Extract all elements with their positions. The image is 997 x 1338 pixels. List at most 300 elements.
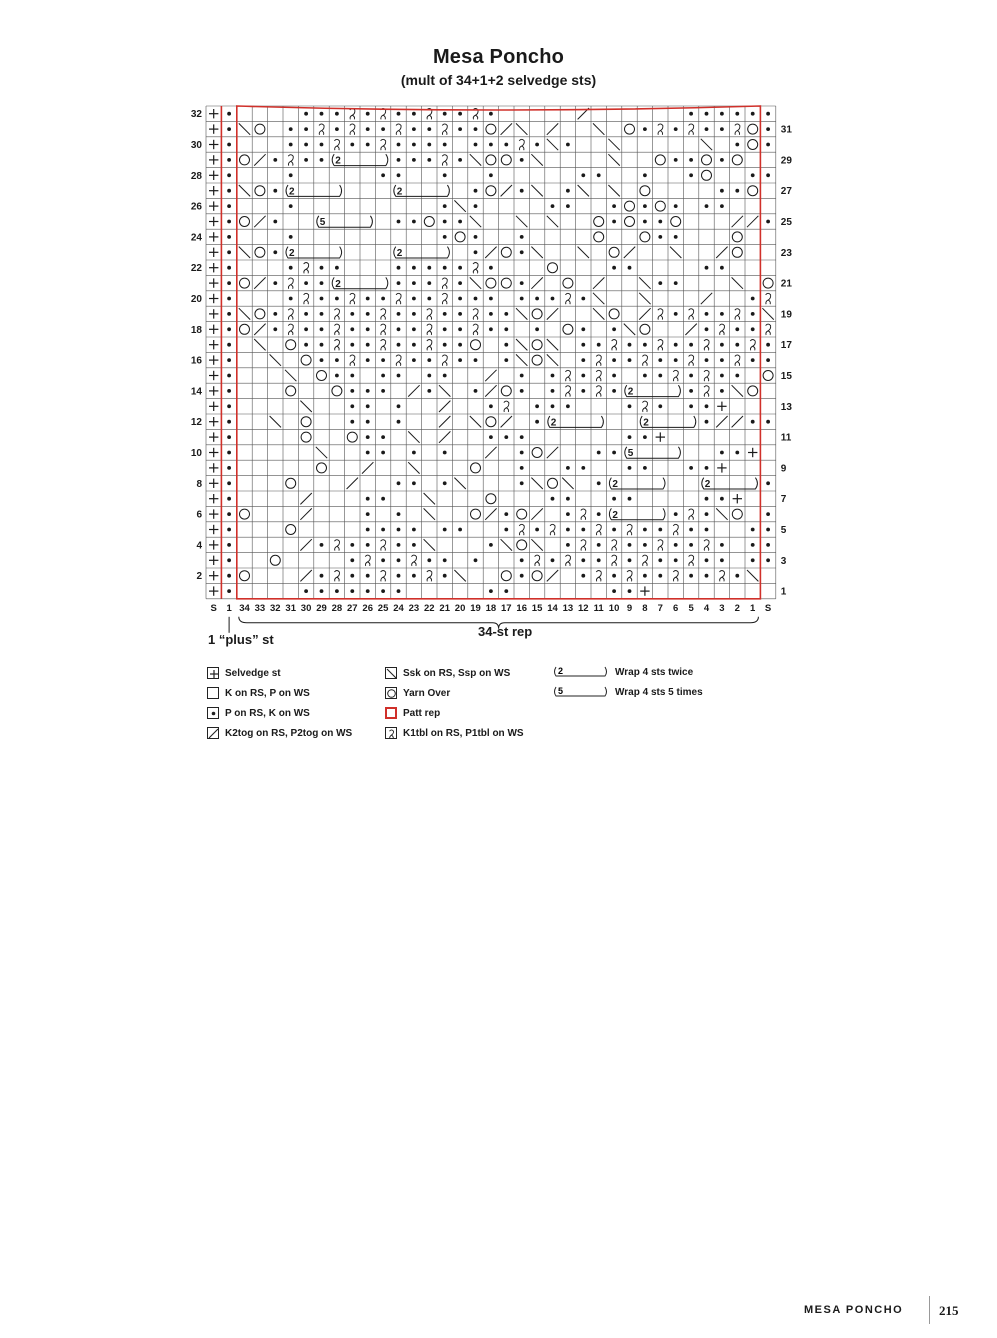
yarn-over	[748, 186, 758, 196]
yarn-over	[532, 448, 542, 458]
purl-stitch	[427, 158, 431, 162]
ssk	[300, 401, 311, 412]
purl-stitch	[751, 558, 755, 562]
k1tbl	[596, 370, 601, 381]
purl-stitch	[658, 558, 662, 562]
purl-stitch	[335, 358, 339, 362]
purl-stitch	[504, 528, 508, 532]
purl-stitch	[689, 543, 693, 547]
purl-stitch	[489, 589, 493, 593]
purl-stitch	[381, 127, 385, 131]
purl-stitch	[566, 204, 570, 208]
purl-stitch	[581, 466, 585, 470]
purl-stitch	[350, 558, 354, 562]
purl-stitch	[320, 343, 324, 347]
page-number: 215	[939, 1303, 959, 1318]
purl-stitch	[705, 512, 709, 516]
purl-stitch	[350, 389, 354, 393]
purl-stitch	[397, 173, 401, 177]
purl-stitch	[597, 451, 601, 455]
purl-stitch	[227, 143, 231, 147]
yarn-over	[655, 201, 665, 211]
purl-stitch	[766, 512, 770, 516]
purl-stitch	[628, 343, 632, 347]
purl-stitch	[427, 358, 431, 362]
purl-stitch	[766, 481, 770, 485]
column-number: 11	[593, 602, 604, 614]
k1tbl	[381, 340, 386, 351]
purl-stitch	[520, 466, 524, 470]
k1tbl	[766, 293, 771, 304]
k1tbl	[750, 340, 755, 351]
yarn-over	[748, 140, 758, 150]
purl-stitch	[551, 497, 555, 501]
purl-stitch	[443, 220, 447, 224]
purl-stitch	[381, 497, 385, 501]
k2tog	[300, 570, 311, 581]
k1tbl	[519, 524, 524, 535]
purl-stitch	[751, 543, 755, 547]
ssk	[578, 185, 589, 196]
purl-stitch	[412, 143, 416, 147]
wrap-count: 5	[319, 217, 326, 229]
wrap-count: 2	[627, 386, 634, 398]
purl-stitch	[320, 266, 324, 270]
purl-stitch	[705, 327, 709, 331]
purl-stitch	[474, 250, 478, 254]
k2tog	[362, 462, 373, 473]
ssk	[424, 508, 435, 519]
purl-stitch	[705, 204, 709, 208]
k1tbl	[442, 355, 447, 366]
row-number-left: 2	[196, 571, 202, 583]
purl-stitch	[674, 558, 678, 562]
yarn-over-icon	[385, 687, 397, 699]
column-number: 14	[547, 602, 558, 614]
purl-stitch	[581, 297, 585, 301]
purl-stitch	[689, 389, 693, 393]
purl-stitch	[304, 127, 308, 131]
purl-stitch	[504, 512, 508, 516]
purl-stitch	[674, 235, 678, 239]
purl-stitch	[520, 250, 524, 254]
k2tog	[254, 216, 265, 227]
purl-stitch	[551, 374, 555, 378]
ssk	[531, 185, 542, 196]
footer-divider	[929, 1296, 930, 1324]
k2tog	[485, 447, 496, 458]
purl-stitch	[397, 343, 401, 347]
k1tbl	[642, 555, 647, 566]
ssk	[239, 308, 250, 319]
k2tog	[485, 508, 496, 519]
k2tog	[701, 293, 712, 304]
ssk	[454, 570, 465, 581]
purl-stitch	[412, 343, 416, 347]
ssk	[547, 139, 558, 150]
k2tog-icon	[207, 727, 219, 739]
column-number: 26	[362, 602, 373, 614]
purl-stitch	[289, 266, 293, 270]
ssk	[639, 277, 650, 288]
purl-stitch	[443, 558, 447, 562]
ssk	[516, 339, 527, 350]
purl-stitch	[397, 420, 401, 424]
yarn-over	[301, 432, 311, 442]
purl-stitch	[551, 204, 555, 208]
purl-stitch	[720, 358, 724, 362]
purl-stitch	[612, 266, 616, 270]
row-number-right: 3	[780, 555, 787, 567]
purl-stitch	[489, 543, 493, 547]
row-number-left: 30	[190, 140, 202, 151]
yarn-over	[486, 155, 496, 165]
purl-stitch	[520, 389, 524, 393]
k1tbl	[381, 139, 386, 150]
purl-stitch	[520, 189, 524, 193]
purl-stitch	[628, 497, 632, 501]
purl-stitch	[427, 374, 431, 378]
purl-stitch	[720, 204, 724, 208]
purl-stitch	[366, 143, 370, 147]
row-number-left: 10	[190, 448, 202, 459]
k1tbl	[381, 309, 386, 320]
row-number-left: 26	[190, 201, 202, 213]
purl-stitch	[705, 420, 709, 424]
yarn-over	[640, 324, 650, 334]
k2tog	[531, 508, 542, 519]
purl-stitch	[581, 389, 585, 393]
purl-stitch	[720, 543, 724, 547]
purl-stitch	[350, 404, 354, 408]
purl-stitch	[535, 143, 539, 147]
yarn-over	[240, 278, 250, 288]
row-number-right: 11	[780, 432, 792, 444]
column-number: 20	[454, 602, 466, 614]
purl-stitch	[397, 512, 401, 516]
purl-stitch	[366, 327, 370, 331]
k2tog	[485, 370, 496, 381]
ssk	[593, 123, 604, 134]
ssk	[547, 339, 558, 350]
purl-stitch	[674, 358, 678, 362]
legend-label: P on RS, K on WS	[225, 707, 310, 719]
purl-stitch	[273, 250, 277, 254]
legend-patt-rep	[385, 707, 440, 719]
legend-label: K on RS, P on WS	[225, 687, 310, 699]
purl-stitch	[412, 297, 416, 301]
k1tbl	[504, 401, 509, 412]
k2tog	[300, 539, 311, 550]
yarn-over	[486, 124, 496, 134]
ssk	[732, 385, 743, 396]
purl-stitch	[735, 327, 739, 331]
purl-stitch	[227, 312, 231, 316]
k1tbl	[766, 324, 771, 335]
purl-stitch	[227, 512, 231, 516]
purl-stitch	[412, 451, 416, 455]
purl-stitch	[412, 312, 416, 316]
purl-stitch	[520, 481, 524, 485]
purl-stitch	[397, 143, 401, 147]
purl-stitch	[474, 358, 478, 362]
k1tbl	[473, 263, 478, 274]
purl-stitch	[412, 358, 416, 362]
k2tog	[547, 447, 558, 458]
purl-stitch	[489, 312, 493, 316]
k1tbl	[381, 540, 386, 551]
k1tbl	[365, 555, 370, 566]
ssk	[239, 185, 250, 196]
purl-stitch	[735, 451, 739, 455]
k1tbl	[642, 401, 647, 412]
k1tbl	[334, 571, 339, 582]
yarn-over	[255, 124, 265, 134]
purl-stitch	[397, 558, 401, 562]
k1tbl	[396, 355, 401, 366]
purl-stitch	[766, 528, 770, 532]
purl-stitch	[612, 528, 616, 532]
k2tog	[547, 123, 558, 134]
k1tbl	[642, 355, 647, 366]
yarn-over	[763, 278, 773, 288]
wrap-count: 2	[289, 248, 295, 259]
purl-stitch	[643, 574, 647, 578]
ssk	[316, 447, 327, 458]
purl-stitch	[705, 312, 709, 316]
purl-stitch	[412, 266, 416, 270]
yarn-over	[240, 509, 250, 519]
k1tbl	[658, 540, 663, 551]
ssk	[470, 216, 481, 227]
purl-stitch	[689, 528, 693, 532]
k1tbl	[334, 324, 339, 335]
k2tog	[254, 154, 265, 165]
purl-stitch	[535, 528, 539, 532]
purl-stitch	[658, 235, 662, 239]
ssk-icon	[385, 667, 397, 679]
yarn-over	[625, 217, 635, 227]
purl-stitch	[366, 343, 370, 347]
purl-stitch	[443, 451, 447, 455]
wrap-count: 2	[396, 186, 403, 198]
column-number: 8	[642, 602, 648, 614]
purl-stitch	[397, 327, 401, 331]
purl-stitch	[397, 543, 401, 547]
purl-stitch	[705, 266, 709, 270]
purl-stitch	[458, 358, 462, 362]
purl-stitch	[720, 158, 724, 162]
purl-stitch	[751, 358, 755, 362]
row-number-left: 28	[190, 170, 202, 182]
purl-stitch	[381, 528, 385, 532]
purl-stitch	[720, 558, 724, 562]
purl-stitch	[227, 327, 231, 331]
k2tog	[485, 247, 496, 258]
row-number-right: 25	[780, 217, 792, 228]
purl-stitch	[612, 574, 616, 578]
k2tog	[485, 385, 496, 396]
yarn-over	[732, 155, 742, 165]
purl-stitch	[397, 158, 401, 162]
purl-stitch	[643, 173, 647, 177]
purl-stitch	[766, 127, 770, 131]
purl-stitch	[427, 143, 431, 147]
yarn-over	[702, 155, 712, 165]
yarn-over	[332, 386, 342, 396]
purl-stitch	[458, 266, 462, 270]
ssk	[501, 539, 512, 550]
yarn-over	[594, 217, 604, 227]
purl-stitch	[735, 143, 739, 147]
purl-stitch	[227, 158, 231, 162]
purl-stitch	[628, 266, 632, 270]
purl-stitch	[504, 312, 508, 316]
purl-stitch	[643, 528, 647, 532]
purl-stitch	[628, 358, 632, 362]
knit-icon	[207, 687, 219, 699]
k1tbl	[704, 540, 709, 551]
purl-stitch	[581, 374, 585, 378]
k1tbl	[719, 324, 724, 335]
column-number: 1	[750, 602, 756, 614]
purl-stitch	[766, 143, 770, 147]
purl-stitch	[705, 558, 709, 562]
column-number: 28	[331, 602, 343, 614]
purl-stitch	[397, 574, 401, 578]
k1tbl	[427, 309, 432, 320]
k2tog	[685, 324, 696, 335]
purl-stitch	[674, 281, 678, 285]
purl-stitch	[366, 574, 370, 578]
purl-stitch	[474, 189, 478, 193]
purl-stitch	[381, 297, 385, 301]
ssk	[578, 247, 589, 258]
row-number-right: 15	[780, 371, 792, 382]
yarn-over	[424, 217, 434, 227]
column-number: 19	[470, 602, 481, 614]
yarn-over	[255, 309, 265, 319]
purl-stitch	[458, 343, 462, 347]
purl-stitch	[612, 358, 616, 362]
yarn-over	[471, 509, 481, 519]
purl-stitch	[520, 574, 524, 578]
k1tbl	[473, 309, 478, 320]
purl-stitch	[705, 466, 709, 470]
purl-stitch	[705, 528, 709, 532]
purl-stitch	[381, 435, 385, 439]
k1tbl	[581, 509, 586, 520]
purl-stitch	[320, 358, 324, 362]
purl-stitch	[397, 281, 401, 285]
column-number: 34	[239, 602, 250, 614]
purl-icon	[207, 707, 219, 719]
k1tbl	[704, 370, 709, 381]
legend-label: Yarn Over	[403, 687, 451, 699]
purl-stitch	[705, 127, 709, 131]
k1tbl	[350, 109, 355, 120]
purl-stitch	[227, 235, 231, 239]
k1tbl	[689, 124, 694, 135]
purl-stitch	[335, 112, 339, 116]
purl-stitch	[366, 404, 370, 408]
purl-stitch	[412, 481, 416, 485]
purl-stitch	[551, 297, 555, 301]
yarn-over	[317, 371, 327, 381]
purl-stitch	[227, 451, 231, 455]
ssk	[516, 308, 527, 319]
k1tbl	[396, 293, 401, 304]
column-number: 7	[657, 602, 663, 614]
k1tbl	[442, 293, 447, 304]
purl-stitch	[412, 127, 416, 131]
purl-stitch	[628, 558, 632, 562]
k1tbl	[565, 555, 570, 566]
purl-stitch	[320, 574, 324, 578]
purl-stitch	[643, 543, 647, 547]
purl-stitch	[689, 574, 693, 578]
purl-stitch	[489, 404, 493, 408]
purl-stitch	[458, 297, 462, 301]
yarn-over	[501, 278, 511, 288]
purl-stitch	[520, 235, 524, 239]
purl-stitch	[474, 127, 478, 131]
yarn-over	[532, 309, 542, 319]
purl-stitch	[227, 389, 231, 393]
chart-title: Mesa Poncho	[432, 46, 565, 68]
purl-stitch	[766, 112, 770, 116]
k1tbl	[334, 340, 339, 351]
column-number: 22	[424, 602, 435, 614]
ssk	[531, 154, 542, 165]
row-number-right: 21	[780, 278, 792, 290]
k2tog	[593, 277, 604, 288]
ssk	[439, 385, 450, 396]
purl-stitch	[535, 297, 539, 301]
yarn-over	[548, 478, 558, 488]
legend-wrap-five	[553, 686, 703, 698]
k1tbl	[381, 324, 386, 335]
ssk	[608, 139, 619, 150]
k2tog	[716, 247, 727, 258]
row-number-right: 1	[780, 586, 787, 598]
yarn-over	[240, 571, 250, 581]
purl-stitch	[227, 481, 231, 485]
column-number: 21	[439, 602, 450, 614]
purl-stitch	[705, 112, 709, 116]
purl-stitch	[520, 281, 524, 285]
row-number-right: 13	[780, 401, 792, 413]
purl-stitch	[397, 312, 401, 316]
purl-stitch	[458, 281, 462, 285]
purl-stitch	[581, 528, 585, 532]
column-number: 9	[626, 602, 633, 614]
yarn-over	[240, 155, 250, 165]
purl-stitch	[597, 543, 601, 547]
k1tbl	[288, 155, 293, 166]
k1tbl	[381, 109, 386, 120]
yarn-over	[748, 386, 758, 396]
yarn-over	[255, 186, 265, 196]
purl-stitch	[458, 158, 462, 162]
yarn-over	[732, 509, 742, 519]
ssk	[608, 154, 619, 165]
ssk	[424, 539, 435, 550]
purl-stitch	[289, 204, 293, 208]
purl-stitch	[381, 558, 385, 562]
purl-stitch	[581, 358, 585, 362]
purl-stitch	[566, 189, 570, 193]
